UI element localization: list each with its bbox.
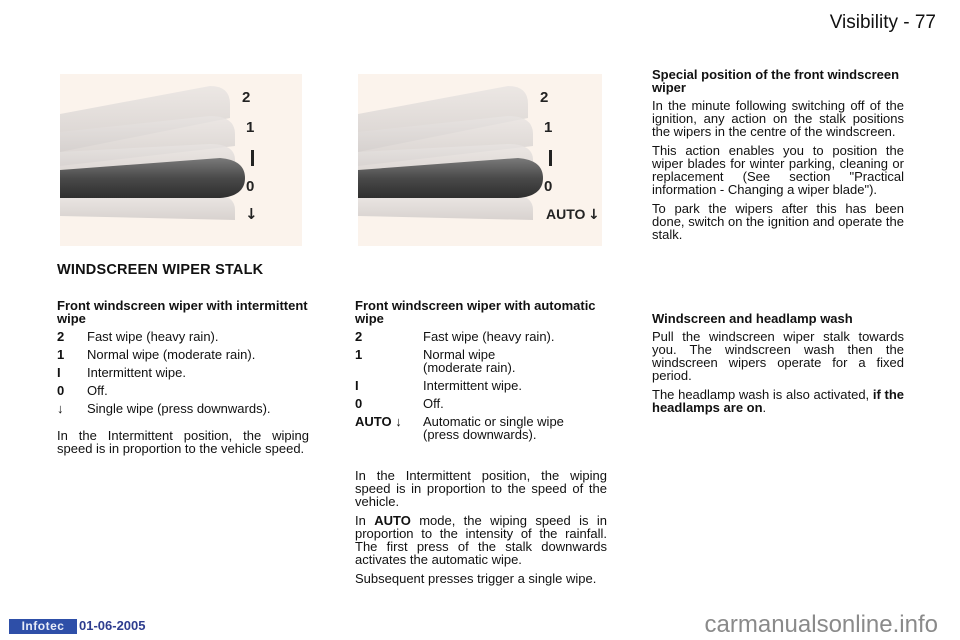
- column-automatic: [355, 299, 607, 591]
- note-paragraph: In the Intermittent position, the wiping speed is in proportion to the vehicle speed.: [57, 428, 309, 456]
- stalk-figure-automatic: [358, 74, 602, 246]
- svg-text:2: 2: [540, 89, 549, 106]
- svg-text:2: 2: [242, 89, 251, 106]
- paragraph: In AUTO mode, the wiping speed is in proportion to the intensity of the rainfall. The first press of the stalk downwards activates the automatic wipe.: [355, 513, 607, 567]
- heading-automatic: Front windscreen wiper with automatic wipe: [355, 298, 596, 326]
- paragraph: To park the wipers after this has been done, switch on the ignition and operate the stalk.: [652, 201, 904, 242]
- infotec-badge: Infotec: [9, 619, 77, 634]
- column-intermittent: [57, 299, 309, 461]
- list-item: ↓ Single wipe (press downwards).: [57, 401, 271, 416]
- list-item: 1 Normal wipe (moderate rain).: [57, 347, 256, 362]
- paragraph: The headlamp wash is also activated, if the headlamps are on.: [652, 387, 904, 415]
- list-item: 1 Normal wipe (moderate rain).: [355, 347, 516, 375]
- wiper-stalk-illustration: [60, 74, 302, 246]
- column-special: [652, 68, 904, 247]
- section-title: WINDSCREEN WIPER STALK: [57, 262, 264, 278]
- page-header-title: Visibility - 77: [829, 12, 936, 33]
- paragraph: In the minute following switching off of the ignition, any action on the stalk positions the wipers in the centre of the windscreen.: [652, 98, 904, 139]
- svg-text:0: 0: [544, 178, 553, 195]
- paragraph: This action enables you to position the wiper blades for winter parking, cleaning or replacement (See section "Practical information - Changing a wiper blade").: [652, 143, 904, 197]
- svg-text:↓: ↓: [588, 207, 600, 223]
- list-item: 0 Off.: [355, 396, 444, 411]
- list-item: 0 Off.: [57, 383, 108, 398]
- list-item: AUTO ↓ Automatic or single wipe (press downwards).: [355, 414, 564, 442]
- paragraph: Pull the windscreen wiper stalk towards you. The windscreen wash then the windscreen wipers operate for a fixed period.: [652, 329, 904, 383]
- heading-special-position: Special position of the front windscreen wiper: [652, 67, 900, 95]
- svg-text:0: 0: [246, 178, 255, 195]
- list-item: 2 Fast wipe (heavy rain).: [57, 329, 219, 344]
- svg-text:↓: ↓: [245, 205, 258, 223]
- watermark: carmanualsonline.info: [704, 611, 938, 638]
- wiper-stalk-illustration: [358, 74, 602, 246]
- list-item: I Intermittent wipe.: [355, 378, 522, 393]
- stalk-figure-intermittent: [60, 74, 302, 246]
- paragraph: In the Intermittent position, the wiping speed is in proportion to the speed of the vehicle.: [355, 468, 607, 509]
- footer-date: 01-06-2005: [79, 618, 146, 633]
- svg-text:1: 1: [246, 119, 255, 136]
- list-item: I Intermittent wipe.: [57, 365, 186, 380]
- list-item: 2 Fast wipe (heavy rain).: [355, 329, 555, 344]
- svg-text:AUTO: AUTO: [546, 206, 586, 222]
- column-wash: [652, 312, 904, 420]
- svg-text:1: 1: [544, 119, 553, 136]
- paragraph: Subsequent presses trigger a single wipe.: [355, 571, 597, 586]
- heading-headlamp-wash: Windscreen and headlamp wash: [652, 311, 853, 326]
- heading-intermittent: Front windscreen wiper with intermittent wipe: [57, 298, 308, 326]
